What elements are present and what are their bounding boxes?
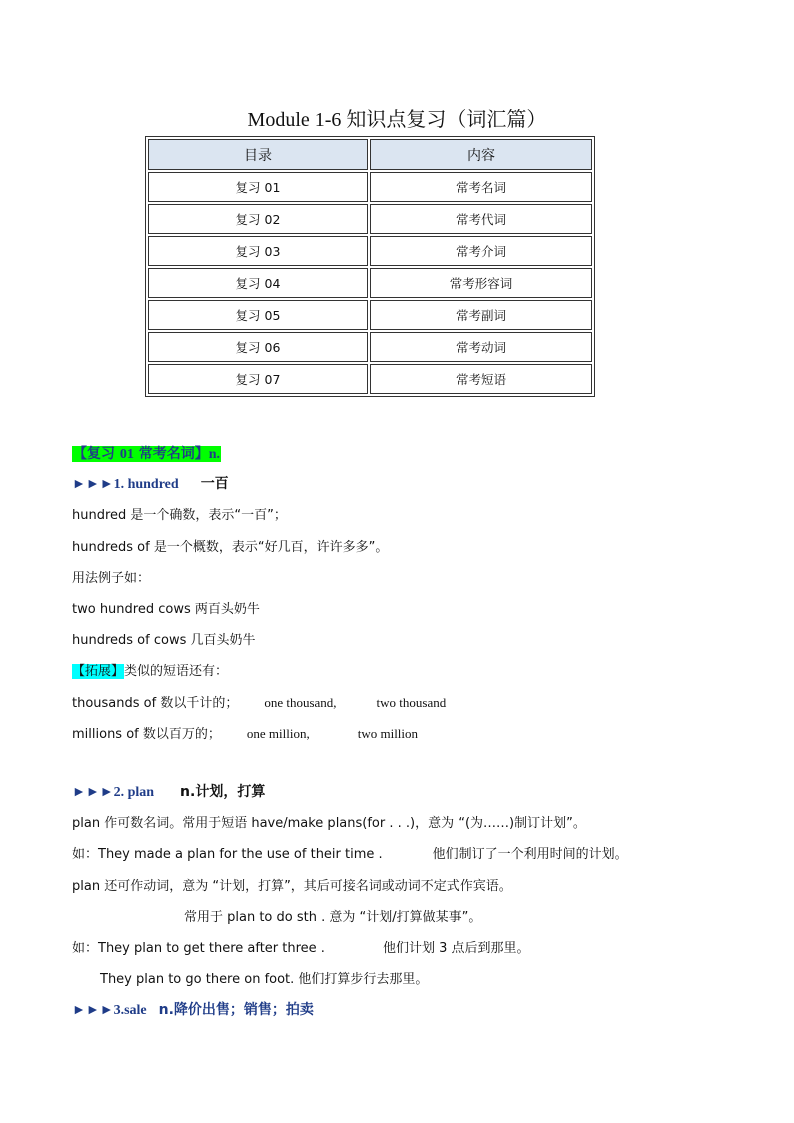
table-cell: 常考动词 [370, 332, 592, 362]
table-row [148, 172, 592, 202]
table-row [148, 268, 592, 298]
item-word: 1. hundred [113, 477, 179, 492]
item-heading [72, 473, 229, 493]
contents-table [145, 136, 595, 397]
body-line: hundreds of cows 几百头奶牛 [72, 633, 256, 648]
table-row [148, 236, 592, 266]
section-tag-number: 01 [119, 447, 134, 462]
section-tag-suffix: n. [208, 447, 221, 462]
example-line: They plan to go there on foot. 他们打算步行去那里。 [100, 972, 429, 987]
example-cn: 他们计划 3 点后到那里。 [382, 941, 530, 956]
item-meaning: n.降价出售；销售；拍卖 [158, 1002, 314, 1018]
phrase: two million [357, 726, 419, 741]
extension-text: 类似的短语还有： [124, 664, 229, 679]
table-row [148, 332, 592, 362]
table-cell: 常考名词 [370, 172, 592, 202]
table-cell: 常考代词 [370, 204, 592, 234]
page-title: Module 1-6 知识点复习（词汇篇） [247, 109, 547, 131]
section-tag-name: 常考名词】 [133, 446, 209, 462]
table-cell: 常考短语 [370, 364, 592, 394]
body-line: 用法例子如： [72, 571, 151, 586]
section-heading [72, 443, 221, 463]
item-meaning: n.计划，打算 [180, 784, 266, 800]
item-word: 2. plan [113, 785, 155, 800]
table-cell: 复习 04 [148, 268, 368, 298]
extension-line [72, 660, 228, 679]
item-heading [72, 781, 265, 801]
body-line: 常用于 plan to do sth . 意为 “计划/打算做某事”。 [184, 910, 482, 925]
example-line [72, 937, 529, 956]
item-word: 3.sale [113, 1003, 147, 1018]
arrow-icon: ►►► [72, 1003, 114, 1018]
item-meaning: 一百 [200, 476, 229, 492]
example-line [72, 843, 628, 862]
phrase: millions of 数以百万的； [72, 727, 221, 742]
body-line: plan 还可作动词，意为 “计划，打算”，其后可接名词或动词不定式作宾语。 [72, 879, 512, 894]
table-row [148, 364, 592, 394]
table-row [148, 300, 592, 330]
item-heading [72, 999, 314, 1019]
phrase: two thousand [376, 695, 447, 710]
table-cell: 复习 06 [148, 332, 368, 362]
phrase: thousands of 数以千计的； [72, 696, 239, 711]
example-en: 如：They made a plan for the use of their time . [72, 847, 383, 862]
table-cell: 复习 05 [148, 300, 368, 330]
example-cn: 他们制订了一个利用时间的计划。 [432, 847, 628, 862]
table-cell: 常考副词 [370, 300, 592, 330]
table-cell: 复习 07 [148, 364, 368, 394]
table-header: 目录 [148, 139, 368, 170]
table-row [148, 204, 592, 234]
arrow-icon: ►►► [72, 477, 114, 492]
table-cell: 复习 01 [148, 172, 368, 202]
arrow-icon: ►►► [72, 785, 114, 800]
table-cell: 复习 03 [148, 236, 368, 266]
example-en: 如：They plan to get there after three . [72, 941, 325, 956]
body-line: hundred 是一个确数，表示“一百”； [72, 508, 287, 523]
table-header: 内容 [370, 139, 592, 170]
body-line: hundreds of 是一个概数，表示“好几百，许许多多”。 [72, 540, 389, 555]
table-cell: 常考介词 [370, 236, 592, 266]
phrase: one million, [246, 726, 310, 741]
phrase-row [72, 692, 446, 711]
table-header-row [148, 139, 592, 170]
body-line: two hundred cows 两百头奶牛 [72, 602, 260, 617]
extension-tag: 【拓展】 [72, 664, 125, 679]
section-tag-open: 【复习 [73, 446, 120, 462]
table-cell: 常考形容词 [370, 268, 592, 298]
phrase: one thousand, [264, 695, 337, 710]
body-line: plan 作可数名词。常用于短语 have/make plans(for . . .)，意为 “(为……)制订计划”。 [72, 816, 586, 831]
table-cell: 复习 02 [148, 204, 368, 234]
phrase-row [72, 723, 418, 742]
